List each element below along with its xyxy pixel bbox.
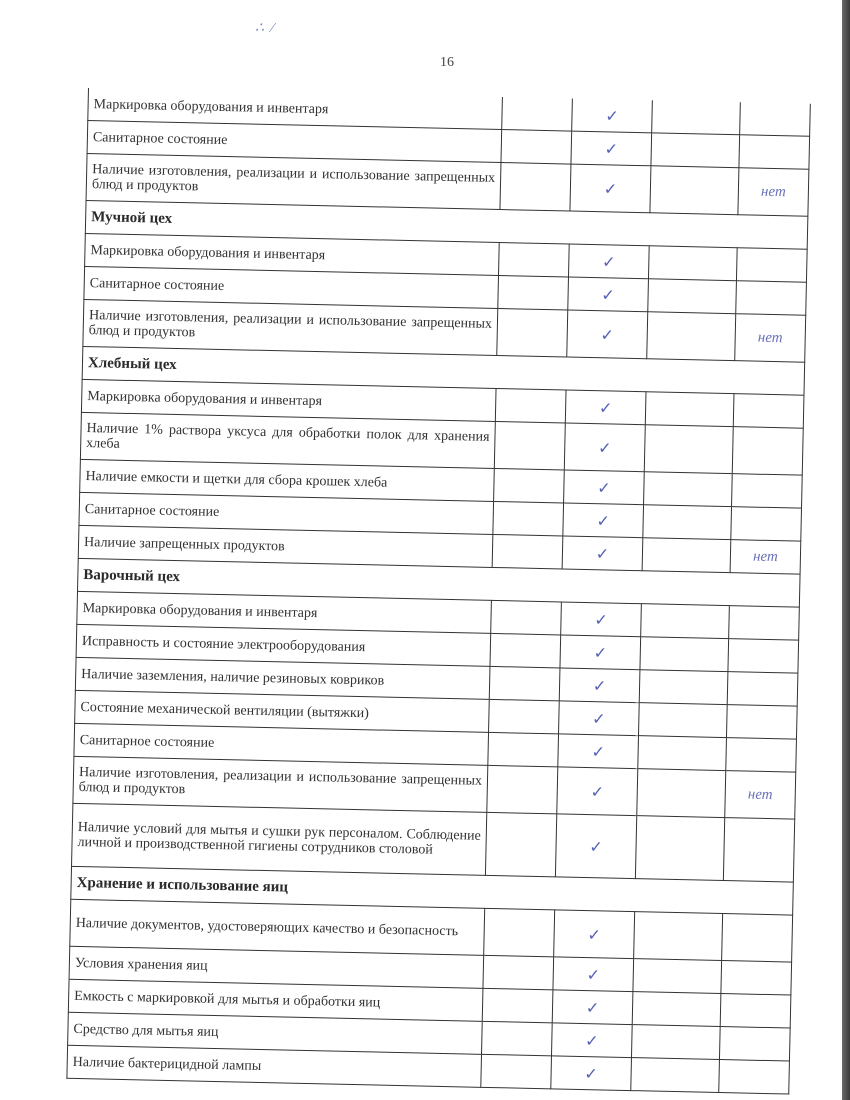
column-3-cell (642, 538, 731, 573)
criterion-label: Санитарное состояние (79, 492, 494, 534)
criterion-label: Санитарное состояние (84, 266, 499, 308)
note-cell (732, 427, 803, 476)
note-cell (736, 281, 807, 316)
column-1-cell (489, 699, 560, 734)
column-3-cell (645, 392, 734, 427)
check-mark-cell: ✓ (564, 423, 645, 472)
check-mark-cell: ✓ (568, 277, 649, 312)
column-3-cell (644, 425, 733, 474)
column-1-cell (495, 388, 566, 423)
criterion-label: Маркировка оборудования и инвентаря (85, 233, 500, 275)
note-cell (726, 738, 797, 773)
check-mark-cell: ✓ (565, 390, 646, 425)
column-3-cell (634, 912, 723, 961)
column-1-cell (499, 243, 570, 278)
column-1-cell (481, 1054, 552, 1089)
section-title: Хранение и использование яиц (71, 866, 794, 915)
section-title: Варочный цех (78, 558, 801, 607)
column-1-cell (494, 468, 565, 503)
column-1-cell (493, 501, 564, 536)
column-3-cell (635, 816, 724, 881)
note-cell (722, 914, 793, 963)
inspection-checklist (66, 88, 809, 1095)
note-cell (719, 1060, 790, 1095)
criterion-label: Емкость с маркировкой для мытья и обработки яиц (68, 979, 483, 1021)
check-mark-cell: ✓ (552, 990, 633, 1025)
criterion-label: Средство для мытья яиц (68, 1012, 483, 1054)
check-mark-cell: ✓ (563, 503, 644, 538)
criterion-label: Наличие изготовления, реализации и использование запрещенных блюд и продуктов (83, 299, 498, 355)
check-mark-cell: ✓ (567, 310, 648, 359)
note-cell (721, 961, 792, 996)
note-cell (723, 818, 794, 883)
check-mark-cell: ✓ (572, 99, 653, 133)
column-1-cell (491, 600, 562, 635)
column-1-cell (492, 534, 563, 569)
note-cell (727, 672, 798, 707)
column-3-cell (639, 670, 728, 705)
criterion-label: Условия хранения яиц (69, 946, 484, 988)
column-3-cell (644, 472, 733, 507)
check-mark-cell: ✓ (570, 164, 651, 213)
stray-pen-mark: ∴ ⁄ (255, 21, 276, 36)
criterion-label: Наличие заземления, наличие резиновых ковриков (75, 657, 490, 699)
column-3-cell (631, 1058, 720, 1093)
column-1-cell (501, 130, 572, 165)
criterion-label: Состояние механической вентиляции (вытяжки) (75, 690, 490, 732)
page-number: 16 (440, 55, 454, 70)
column-3-cell (648, 246, 737, 281)
column-3-cell (633, 959, 722, 994)
column-3-cell (632, 992, 721, 1027)
check-mark-cell: ✓ (554, 910, 635, 959)
column-3-cell (651, 133, 740, 168)
check-mark-cell: ✓ (568, 244, 649, 279)
criterion-label: Исправность и состояние электрооборудования (76, 624, 491, 666)
column-3-cell (648, 279, 737, 314)
criterion-label: Маркировка оборудования и инвентаря (77, 591, 492, 633)
note-cell (739, 135, 810, 170)
column-3-cell (650, 166, 739, 215)
note-cell (719, 1027, 790, 1062)
check-mark-cell: ✓ (559, 701, 640, 736)
column-1-cell (489, 666, 560, 701)
criterion-label: Наличие изготовления, реализации и использование запрещенных блюд и продуктов (73, 756, 488, 812)
check-mark-cell: ✓ (555, 814, 636, 879)
criterion-label: Наличие условий для мытья и сушки рук персоналом. Соблюдение личной и производственной гигиены сотрудников столовой (72, 803, 487, 875)
note-cell: нет (730, 540, 801, 575)
criterion-label: Маркировка оборудования и инвентаря (88, 88, 503, 130)
column-1-cell (485, 812, 556, 877)
column-1-cell (490, 633, 561, 668)
column-3-cell (631, 1025, 720, 1060)
column-1-cell (497, 308, 568, 357)
note-cell (726, 705, 797, 740)
check-mark-cell: ✓ (571, 131, 652, 166)
column-1-cell (484, 908, 555, 957)
column-1-cell (502, 97, 573, 131)
column-1-cell (482, 988, 553, 1023)
check-mark-cell: ✓ (553, 957, 634, 992)
column-1-cell (488, 732, 559, 767)
criterion-label: Наличие запрещенных продуктов (78, 525, 493, 567)
check-mark-cell: ✓ (551, 1023, 632, 1058)
note-cell (733, 394, 804, 429)
scanner-edge (842, 0, 850, 1100)
column-3-cell (639, 703, 728, 738)
column-3-cell (647, 312, 736, 361)
check-mark-cell: ✓ (559, 668, 640, 703)
note-cell (732, 474, 803, 509)
check-mark-cell: ✓ (558, 734, 639, 769)
note-cell (728, 639, 799, 674)
criterion-label: Наличие изготовления, реализации и использование запрещенных блюд и продуктов (86, 153, 501, 209)
column-1-cell (483, 955, 554, 990)
column-3-cell (652, 100, 741, 134)
criterion-label: Наличие документов, удостоверяющих качество и безопасность (70, 899, 485, 955)
note-cell (729, 606, 800, 641)
criterion-label: Маркировка оборудования и инвентаря (81, 379, 496, 421)
note-cell (731, 507, 802, 542)
check-mark-cell: ✓ (560, 635, 641, 670)
criterion-label: Наличие емкости и щетки для сбора крошек хлеба (80, 459, 495, 501)
column-1-cell (498, 275, 569, 310)
check-mark-cell: ✓ (551, 1056, 632, 1091)
column-3-cell (637, 769, 726, 818)
check-mark-cell: ✓ (557, 767, 638, 816)
note-cell (736, 248, 807, 283)
note-cell: нет (735, 314, 806, 363)
check-mark-cell: ✓ (561, 602, 642, 637)
note-cell (740, 102, 811, 136)
checklist-table (66, 88, 810, 1095)
note-cell: нет (738, 168, 809, 217)
check-mark-cell: ✓ (564, 470, 645, 505)
column-1-cell (500, 163, 571, 212)
criterion-label: Санитарное состояние (74, 723, 489, 765)
column-3-cell (640, 637, 729, 672)
column-3-cell (643, 505, 732, 540)
column-1-cell (494, 421, 565, 470)
column-1-cell (487, 765, 558, 814)
section-title: Хлебный цех (82, 346, 805, 395)
note-cell: нет (725, 771, 796, 820)
criterion-label: Санитарное состояние (87, 121, 502, 163)
criterion-label: Наличие бактерицидной лампы (67, 1045, 482, 1087)
column-3-cell (638, 736, 727, 771)
note-cell (720, 994, 791, 1029)
section-title: Мучной цех (85, 200, 808, 249)
column-3-cell (641, 604, 730, 639)
criterion-label: Наличие 1% раствора уксуса для обработки полок для хранения хлеба (80, 412, 495, 468)
column-1-cell (482, 1021, 553, 1056)
check-mark-cell: ✓ (562, 536, 643, 571)
